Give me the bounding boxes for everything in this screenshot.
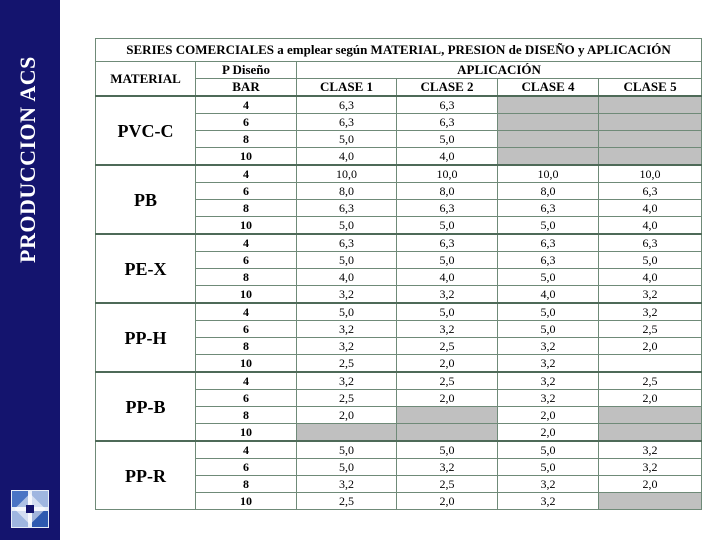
not-applicable-cell [397,407,498,424]
series-value-cell: 2,0 [498,424,599,442]
header-pressure-line1: P Diseño [196,62,297,79]
series-value-cell: 3,2 [498,493,599,510]
series-value-cell: 2,5 [599,321,702,338]
pressure-cell: 10 [196,424,297,442]
series-value-cell: 3,2 [498,338,599,355]
sidebar [0,0,60,540]
not-applicable-cell [599,148,702,166]
pressure-cell: 10 [196,217,297,235]
series-value-cell: 2,5 [397,338,498,355]
table-row [96,372,702,390]
series-value-cell: 5,0 [397,217,498,235]
series-value-cell: 4,0 [599,200,702,217]
header-class-1: CLASE 1 [297,79,397,97]
not-applicable-cell [297,424,397,442]
header-class-5: CLASE 5 [599,79,702,97]
series-value-cell: 6,3 [498,252,599,269]
series-value-cell: 10,0 [599,165,702,183]
not-applicable-cell [599,131,702,148]
not-applicable-cell [498,148,599,166]
material-cell: PE-X [96,234,196,303]
pressure-cell: 6 [196,390,297,407]
series-value-cell: 3,2 [599,441,702,459]
series-value-cell: 10,0 [297,165,397,183]
pressure-cell: 8 [196,407,297,424]
pressure-cell: 6 [196,459,297,476]
series-value-cell: 3,2 [297,321,397,338]
series-value-cell: 5,0 [498,441,599,459]
series-value-cell: 4,0 [599,269,702,286]
series-value-cell: 3,2 [297,286,397,304]
sidebar-title: PRODUCCION ACS [15,56,40,263]
table-row [96,96,702,114]
series-value-cell: 6,3 [297,96,397,114]
series-value-cell: 3,2 [599,459,702,476]
header-material: MATERIAL [96,62,196,97]
series-value-cell: 5,0 [297,252,397,269]
series-value-cell: 10,0 [498,165,599,183]
series-value-cell: 5,0 [498,269,599,286]
series-value-cell: 6,3 [297,114,397,131]
material-cell: PP-H [96,303,196,372]
pressure-cell: 6 [196,252,297,269]
not-applicable-cell [599,493,702,510]
series-value-cell: 2,0 [397,493,498,510]
pressure-cell: 8 [196,200,297,217]
series-value-cell: 4,0 [397,269,498,286]
pressure-cell: 4 [196,165,297,183]
material-cell: PP-R [96,441,196,510]
pressure-cell: 10 [196,493,297,510]
series-value-cell: 6,3 [297,200,397,217]
series-value-cell: 4,0 [599,217,702,235]
series-value-cell: 2,5 [297,390,397,407]
header-application: APLICACIÓN [297,62,702,79]
series-value-cell: 5,0 [297,217,397,235]
series-value-cell: 3,2 [498,355,599,373]
pressure-cell: 6 [196,183,297,200]
not-applicable-cell [498,114,599,131]
table-row [96,303,702,321]
pressure-cell: 10 [196,355,297,373]
series-value-cell: 3,2 [397,321,498,338]
series-value-cell: 5,0 [297,303,397,321]
pressure-cell: 8 [196,338,297,355]
series-value-cell: 5,0 [297,459,397,476]
series-value-cell: 2,0 [297,407,397,424]
series-value-cell: 2,0 [498,407,599,424]
pressure-cell: 6 [196,321,297,338]
series-value-cell: 5,0 [397,131,498,148]
series-value-cell: 6,3 [599,183,702,200]
series-value-cell: 8,0 [397,183,498,200]
series-value-cell: 4,0 [297,148,397,166]
series-value-cell: 10,0 [397,165,498,183]
pressure-cell: 8 [196,269,297,286]
pressure-cell: 6 [196,114,297,131]
series-value-cell: 2,0 [599,338,702,355]
series-value-cell: 8,0 [498,183,599,200]
pressure-cell: 8 [196,131,297,148]
series-value-cell: 6,3 [498,234,599,252]
series-value-cell: 2,5 [397,476,498,493]
series-value-cell: 4,0 [297,269,397,286]
table-row [96,234,702,252]
pressure-cell: 4 [196,303,297,321]
series-value-cell: 5,0 [498,459,599,476]
pressure-cell: 4 [196,234,297,252]
series-value-cell: 3,2 [397,459,498,476]
series-value-cell: 2,0 [599,390,702,407]
series-value-cell: 3,2 [498,390,599,407]
not-applicable-cell [498,96,599,114]
table-caption: SERIES COMERCIALES a emplear según MATERIAL, PRESION de DISEÑO y APLICACIÓN [96,39,702,62]
material-cell: PVC-C [96,96,196,165]
pressure-cell: 4 [196,372,297,390]
not-applicable-cell [599,114,702,131]
series-value-cell: 2,5 [599,372,702,390]
series-value-cell: 5,0 [297,131,397,148]
series-value-cell: 2,5 [297,355,397,373]
series-value-cell: 3,2 [498,372,599,390]
series-value-cell: 6,3 [498,200,599,217]
series-value-cell: 3,2 [498,476,599,493]
header-class-4: CLASE 4 [498,79,599,97]
series-value-cell: 2,5 [397,372,498,390]
material-cell: PB [96,165,196,234]
header-pressure-line2: BAR [196,79,297,97]
not-applicable-cell [599,424,702,442]
series-value-cell: 5,0 [498,321,599,338]
series-value-cell: 2,0 [397,390,498,407]
series-value-cell: 3,2 [297,476,397,493]
material-cell: PP-B [96,372,196,441]
series-value-cell: 6,3 [397,114,498,131]
series-value-cell: 2,0 [599,476,702,493]
series-value-cell: 6,3 [397,96,498,114]
series-value-cell: 5,0 [297,441,397,459]
not-applicable-cell [498,131,599,148]
pressure-cell: 10 [196,148,297,166]
pressure-cell: 10 [196,286,297,304]
series-value-cell [599,355,702,373]
series-value-cell: 4,0 [397,148,498,166]
not-applicable-cell [599,407,702,424]
pressure-cell: 4 [196,441,297,459]
series-value-cell: 5,0 [397,252,498,269]
series-value-cell: 5,0 [498,217,599,235]
series-value-cell: 5,0 [397,303,498,321]
series-value-cell: 5,0 [397,441,498,459]
series-value-cell: 6,3 [297,234,397,252]
not-applicable-cell [397,424,498,442]
header-class-2: CLASE 2 [397,79,498,97]
table-row [96,441,702,459]
pressure-cell: 4 [196,96,297,114]
logo-icon [11,490,49,528]
series-value-cell: 6,3 [397,234,498,252]
table-row [96,165,702,183]
series-value-cell: 2,5 [297,493,397,510]
series-value-cell: 6,3 [599,234,702,252]
series-value-cell: 6,3 [397,200,498,217]
series-value-cell: 3,2 [599,286,702,304]
series-value-cell: 3,2 [297,372,397,390]
series-value-cell: 3,2 [297,338,397,355]
series-value-cell: 3,2 [599,303,702,321]
series-value-cell: 5,0 [599,252,702,269]
series-value-cell: 3,2 [397,286,498,304]
not-applicable-cell [599,96,702,114]
series-table [95,38,702,510]
series-value-cell: 8,0 [297,183,397,200]
series-table-panel [94,37,702,531]
series-value-cell: 2,0 [397,355,498,373]
series-value-cell: 5,0 [498,303,599,321]
series-value-cell: 4,0 [498,286,599,304]
pressure-cell: 8 [196,476,297,493]
